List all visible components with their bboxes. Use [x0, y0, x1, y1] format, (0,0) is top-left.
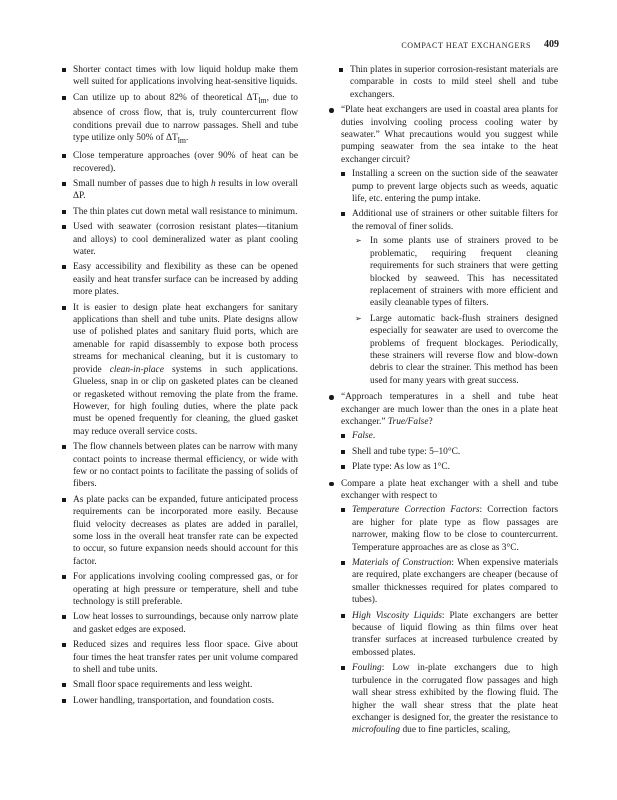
answer-item — [341, 168, 558, 205]
answer-item — [341, 446, 558, 458]
continued-list — [339, 64, 558, 101]
page-number: 409 — [544, 39, 559, 50]
list-item — [62, 302, 298, 438]
italic-text: microfouling — [352, 725, 401, 736]
question-item — [328, 478, 558, 737]
subscript: lm — [258, 95, 267, 105]
text-segment: Lower handling, transportation, and foundation costs. — [73, 695, 274, 706]
text-segment: Reduced sizes and requires less floor space. Give about four times the heat transfer rates per unit volume compared to shell and tube units. — [73, 640, 298, 676]
list-item — [62, 639, 298, 676]
text-segment: Can utilize up to about 82% of theoretical ΔT — [73, 92, 259, 103]
text-segment: Used with seawater (corrosion resistant plates—titanium and alloys) to cool demineralized water as plant cooling water. — [73, 222, 298, 258]
answer-item — [341, 430, 558, 442]
text-segment: Thin plates in superior corrosion-resistant materials are comparable in costs to mild steel shell and tube exchangers. — [350, 65, 558, 100]
answer-item — [341, 557, 558, 607]
text-segment: results in low overall ΔP. — [73, 179, 298, 202]
text-segment: Close temperature approaches (over 90% of heat can be recovered). — [73, 151, 298, 174]
text-segment: due to fine particles, scaling, — [400, 725, 511, 736]
text-segment: . — [185, 132, 189, 143]
text-segment: Small number of passes due to high — [73, 179, 212, 189]
answer-item — [341, 662, 558, 736]
list-item — [62, 695, 298, 707]
text-segment: Plate type: As low as 1°C. — [352, 462, 451, 473]
list-item — [62, 206, 298, 218]
question-list — [328, 104, 558, 737]
answer-list — [341, 504, 558, 736]
text-segment: Low heat losses to surroundings, because only narrow plate and gasket edges are exposed. — [73, 612, 298, 635]
text-segment: : Low in-plate exchangers due to high turbulence in the corrugated flow passages and high wall shear stress exhibited by the flowing fluid. The higher the wall shear stress that the plate heat exchanger is designed for, the greater the resistance to — [352, 663, 558, 723]
text-segment: Shell and tube type: 5–10°C. — [352, 446, 461, 457]
text-segment: , due to absence of cross flow, that is, truly countercurrent flow conditions prevail due to narrow passages. Shell and tube type utilize only 50% of ΔT — [73, 92, 298, 143]
question-item — [328, 391, 558, 473]
list-item — [62, 150, 298, 175]
text-segment: Shorter contact times with low liquid holdup make them well suited for applications involving heat-sensitive liquids. — [73, 65, 298, 88]
list-item — [62, 92, 298, 147]
text-segment: “Plate heat exchangers are used in coastal area plants for duties involving cooling process cooling water by seawater.” What precautions would you suggest while pumping seawater from the sea intake to the heat exchanger circuit? — [341, 105, 558, 165]
list-item — [62, 64, 298, 89]
italic-text: True/False — [387, 416, 429, 427]
question-item — [328, 104, 558, 387]
left-column — [62, 64, 298, 710]
italic-text: Materials of Construction — [352, 558, 452, 569]
sub-answer-item — [352, 313, 558, 387]
answer-list — [341, 168, 558, 387]
answer-item — [341, 504, 558, 554]
answer-item — [341, 208, 558, 387]
subscript: lm — [177, 135, 186, 145]
text-segment: As plate packs can be expanded, future anticipated process requirements can be incorporated more easily. Because fluid velocity decreases as plates are added in parallel, some loss in the overall heat transfer rate can be expected to occur, so future expansion needs should account for this factor. — [73, 494, 298, 567]
text-segment: Installing a screen on the suction side of the seawater pump to prevent large objects such as weeds, aquatic life, etc. entering the pump intake. — [352, 169, 558, 205]
sub-answer-list — [352, 235, 558, 387]
text-segment: Additional use of strainers or other suitable filters for the removal of finer solids. — [352, 209, 558, 232]
text-segment: “Approach temperatures in a shell and tube heat exchanger are much lower than the ones in a plate heat exchanger.” — [341, 392, 558, 427]
answer-item — [341, 461, 558, 473]
list-item — [62, 611, 298, 636]
italic-text: Temperature Correction Factors — [352, 505, 480, 516]
right-column — [328, 64, 558, 741]
answer-list — [341, 430, 558, 473]
italic-text: High Viscosity Liquids — [352, 610, 442, 621]
text-segment: In some plants use of strainers proved to be problematic, requiring frequent cleaning requirements for such strainers that were getting blocked by seaweed. This has necessitated replacement of strainers with more efficient and easily cleanable types of filters. — [370, 236, 558, 309]
italic-text: False — [352, 431, 373, 442]
list-item — [62, 441, 298, 491]
list-item — [62, 261, 298, 298]
list-item — [62, 494, 298, 568]
list-item — [339, 64, 558, 101]
text-segment: Easy accessibility and flexibility as these can be opened easily and heat transfer surface can be increased by adding more plates. — [73, 262, 298, 298]
text-segment: : Correction factors are higher for plate type as flow passages are narrower, making flow to be close to countercurrent. Temperature approaches are as close as 3°C. — [352, 505, 559, 553]
text-segment: The thin plates cut down metal wall resistance to minimum. — [73, 206, 298, 217]
italic-text: clean-in-place — [109, 364, 164, 375]
text-segment: Compare a plate heat exchanger with a shell and tube exchanger with respect to — [341, 478, 558, 501]
list-item — [62, 571, 298, 608]
text-segment: The flow channels between plates can be narrow with many contact points to increase thermal efficiency, or wide with few or no contact points to facilitate the passing of solids of fibers. — [73, 442, 298, 490]
text-segment: For applications involving cooling compressed gas, or for operating at high pressure or temperature, shell and tube technology is still preferable. — [73, 572, 298, 607]
italic-text: Fouling — [352, 663, 382, 674]
advantages-list — [62, 64, 298, 707]
text-segment: Large automatic back-flush strainers designed especially for seawater are used to overcome the problems of frequent blockages. Periodically, these strainers will reverse flow and blow-down debris to clear the strainer. This method has been used for many years with great success. — [370, 313, 558, 386]
text-segment: Small floor space requirements and less weight. — [73, 680, 253, 691]
list-item — [62, 178, 298, 203]
sub-answer-item — [352, 235, 558, 309]
text-segment: : When expensive materials are required, plate exchangers are cheaper (because of smaller thicknesses required for plates compared to tubes). — [352, 558, 558, 606]
text-segment: ? — [428, 416, 433, 427]
answer-item — [341, 610, 558, 660]
list-item — [62, 679, 298, 691]
text-segment: . — [372, 431, 376, 442]
italic-text: h — [211, 179, 216, 189]
list-item — [62, 221, 298, 258]
running-head: COMPACT HEAT EXCHANGERS — [401, 41, 531, 50]
page-header — [0, 38, 617, 54]
text-segment: : Plate exchangers are better because of liquid flowing as thin films over heat transfer surfaces at increased turbulence created by embossed plates. — [352, 610, 558, 658]
text-segment: It is easier to design plate heat exchangers for sanitary applications than shell and tube units. Plate designs allow use of polished plates and sanitary fluid ports, which are amenable for rapid disassembly to expose both process streams for mechanical cleaning, but it is customary to provide — [73, 302, 298, 375]
text-segment: systems in such applications. Glueless, snap in or clip on gasketed plates can be cleaned or regasketed without removing the plate from the frame. However, for high fouling duties, where the plate pack must be opened frequently for cleaning, the glued gasket may reduce overall service costs. — [73, 364, 299, 437]
